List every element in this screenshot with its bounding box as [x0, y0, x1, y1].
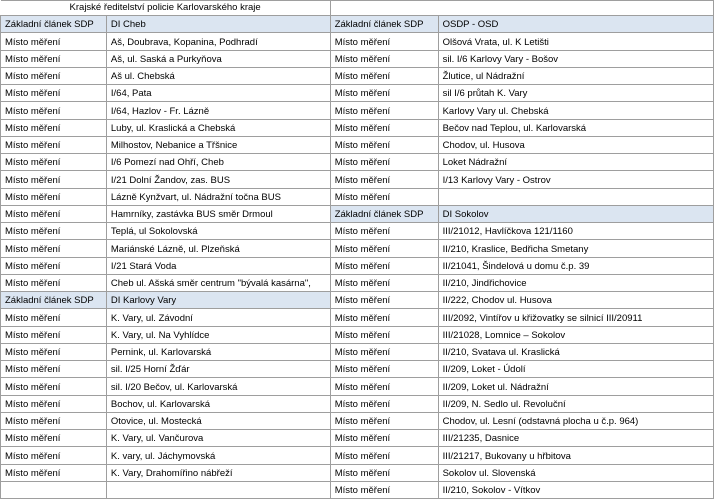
table-row — [1, 188, 714, 205]
location-cell: sil. I/20 Bečov, ul. Karlovarská — [106, 378, 330, 395]
location-cell: II/209, N. Sedlo ul. Revoluční — [438, 395, 713, 412]
location-cell: II/209, Loket - Údolí — [438, 361, 713, 378]
location-cell: I/21 Dolní Žandov, zas. BUS — [106, 171, 330, 188]
location-cell: sil. I/25 Horní Žďár — [106, 361, 330, 378]
table-row — [1, 481, 714, 498]
location-cell: Otovice, ul. Mostecká — [106, 412, 330, 429]
location-cell: Teplá, ul Sokolovská — [106, 223, 330, 240]
location-cell — [438, 188, 713, 205]
row-label-cell: Místo měření — [1, 257, 107, 274]
table-row — [1, 205, 714, 222]
location-cell: sil I/6 průtah K. Vary — [438, 85, 713, 102]
section-header-unit: OSDP - OSD — [438, 16, 713, 33]
location-cell: I/13 Karlovy Vary - Ostrov — [438, 171, 713, 188]
table-row — [1, 119, 714, 136]
section-header-label: Základní článek SDP — [330, 205, 438, 222]
location-cell: sil. I/6 Karlovy Vary - Bošov — [438, 50, 713, 67]
location-cell: Olšová Vrata, ul. K Letišti — [438, 33, 713, 50]
table-row — [1, 85, 714, 102]
row-label-cell: Místo měření — [330, 154, 438, 171]
location-cell: Bečov nad Teplou, ul. Karlovarská — [438, 119, 713, 136]
table-body — [1, 1, 714, 499]
location-cell: Aš, ul. Saská a Purkyňova — [106, 50, 330, 67]
location-cell: K. Vary, ul. Na Vyhlídce — [106, 326, 330, 343]
section-header-label: Základní článek SDP — [330, 16, 438, 33]
table-row — [1, 464, 714, 481]
row-label-cell: Místo měření — [1, 223, 107, 240]
row-label-cell: Místo měření — [330, 343, 438, 360]
table-row — [1, 361, 714, 378]
row-label-cell: Místo měření — [1, 205, 107, 222]
location-cell: Lázně Kynžvart, ul. Nádražní točna BUS — [106, 188, 330, 205]
location-cell: Cheb ul. Ašská směr centrum "bývalá kasárna", — [106, 274, 330, 291]
location-cell: K. vary, ul. Jáchymovská — [106, 447, 330, 464]
location-cell: II/222, Chodov ul. Husova — [438, 292, 713, 309]
location-cell: Chodov, ul. Husova — [438, 136, 713, 153]
row-label-cell: Místo měření — [1, 50, 107, 67]
table-row — [1, 447, 714, 464]
location-cell: II/209, Loket ul. Nádražní — [438, 378, 713, 395]
table-row — [1, 326, 714, 343]
row-label-cell: Místo měření — [330, 292, 438, 309]
row-label-cell: Místo měření — [1, 361, 107, 378]
row-label-cell: Místo měření — [330, 378, 438, 395]
location-cell: III/21012, Havlíčkova 121/1160 — [438, 223, 713, 240]
row-label-cell: Místo měření — [1, 188, 107, 205]
section-header-label: Základní článek SDP — [1, 16, 107, 33]
location-cell: III/21217, Bukovany u hřbitova — [438, 447, 713, 464]
row-label-cell: Místo měření — [1, 171, 107, 188]
location-cell: Bochov, ul. Karlovarská — [106, 395, 330, 412]
row-label-cell: Místo měření — [1, 412, 107, 429]
row-label-cell: Místo měření — [1, 430, 107, 447]
row-label-cell: Místo měření — [330, 240, 438, 257]
row-label-cell: Místo měření — [330, 481, 438, 498]
row-label-cell: Místo měření — [330, 136, 438, 153]
row-label-cell: Místo měření — [330, 395, 438, 412]
table-row — [1, 33, 714, 50]
row-label-cell: Místo měření — [1, 85, 107, 102]
location-cell: K. Vary, Drahomířino nábřeží — [106, 464, 330, 481]
row-label-cell: Místo měření — [1, 378, 107, 395]
table-row — [1, 102, 714, 119]
row-label-cell: Místo měření — [330, 85, 438, 102]
row-label-cell: Místo měření — [1, 67, 107, 84]
location-cell: I/6 Pomezí nad Ohří, Cheb — [106, 154, 330, 171]
location-cell: II/210, Kraslice, Bedřicha Smetany — [438, 240, 713, 257]
row-label-cell: Místo měření — [330, 464, 438, 481]
row-label-cell: Místo měření — [1, 395, 107, 412]
location-cell: Pernink, ul. Karlovarská — [106, 343, 330, 360]
location-cell: Žlutice, ul Nádražní — [438, 67, 713, 84]
table-row — [1, 412, 714, 429]
row-label-cell: Místo měření — [1, 274, 107, 291]
row-label-cell: Místo měření — [330, 50, 438, 67]
table-row — [1, 378, 714, 395]
section-header-label: Základní článek SDP — [1, 292, 107, 309]
empty-cell — [1, 481, 107, 498]
location-cell: I/21 Stará Voda — [106, 257, 330, 274]
location-cell: I/64, Hazlov - Fr. Lázně — [106, 102, 330, 119]
table-row — [1, 274, 714, 291]
section-header-unit: DI Sokolov — [438, 205, 713, 222]
table-row — [1, 395, 714, 412]
row-label-cell: Místo měření — [330, 412, 438, 429]
location-cell: Aš ul. Chebská — [106, 67, 330, 84]
row-label-cell: Místo měření — [330, 326, 438, 343]
section-header-unit: DI Cheb — [106, 16, 330, 33]
location-cell: K. Vary, ul. Závodní — [106, 309, 330, 326]
table-row — [1, 257, 714, 274]
row-label-cell: Místo měření — [330, 171, 438, 188]
location-cell: Milhostov, Nebanice a Třšnice — [106, 136, 330, 153]
location-cell: II/210, Sokolov - Vítkov — [438, 481, 713, 498]
row-label-cell: Místo měření — [1, 102, 107, 119]
row-label-cell: Místo měření — [330, 309, 438, 326]
location-cell: II/21041, Šindelová u domu č.p. 39 — [438, 257, 713, 274]
title-row — [1, 1, 714, 16]
location-cell: III/21028, Lomnice – Sokolov — [438, 326, 713, 343]
row-label-cell: Místo měření — [330, 361, 438, 378]
row-label-cell: Místo měření — [330, 257, 438, 274]
table-row — [1, 67, 714, 84]
row-label-cell: Místo měření — [1, 119, 107, 136]
table-row — [1, 154, 714, 171]
row-label-cell: Místo měření — [330, 119, 438, 136]
table-row — [1, 309, 714, 326]
row-label-cell: Místo měření — [1, 447, 107, 464]
table-row — [1, 240, 714, 257]
row-label-cell: Místo měření — [1, 343, 107, 360]
row-label-cell: Místo měření — [330, 430, 438, 447]
row-label-cell: Místo měření — [1, 33, 107, 50]
row-label-cell: Místo měření — [330, 33, 438, 50]
table-row — [1, 292, 714, 309]
row-label-cell: Místo měření — [330, 274, 438, 291]
row-label-cell: Místo měření — [1, 136, 107, 153]
location-cell: Mariánské Lázně, ul. Plzeňská — [106, 240, 330, 257]
location-cell: II/210, Jindřichovice — [438, 274, 713, 291]
location-cell: K. Vary, ul. Vančurova — [106, 430, 330, 447]
section-header-unit: DI Karlovy Vary — [106, 292, 330, 309]
table-row — [1, 50, 714, 67]
row-label-cell: Místo měření — [1, 154, 107, 171]
location-cell: I/64, Pata — [106, 85, 330, 102]
row-label-cell: Místo měření — [330, 447, 438, 464]
table-row — [1, 343, 714, 360]
row-label-cell: Místo měření — [330, 67, 438, 84]
location-cell: II/210, Svatava ul. Kraslická — [438, 343, 713, 360]
row-label-cell: Místo měření — [330, 223, 438, 240]
location-cell: Chodov, ul. Lesní (odstavná plocha u č.p. 964) — [438, 412, 713, 429]
location-cell: Aš, Doubrava, Kopanina, Podhradí — [106, 33, 330, 50]
table-row — [1, 223, 714, 240]
location-cell: Sokolov ul. Slovenská — [438, 464, 713, 481]
table-row — [1, 136, 714, 153]
row-label-cell: Místo měření — [1, 464, 107, 481]
table-row — [1, 430, 714, 447]
row-label-cell: Místo měření — [330, 188, 438, 205]
location-cell: Loket Nádražní — [438, 154, 713, 171]
table-row — [1, 16, 714, 33]
location-cell: Karlovy Vary ul. Chebská — [438, 102, 713, 119]
row-label-cell: Místo měření — [1, 240, 107, 257]
row-label-cell: Místo měření — [1, 326, 107, 343]
title-blank-cell — [330, 1, 713, 16]
sheet-title: Krajské ředitelství policie Karlovarského kraje — [1, 1, 331, 16]
table-row — [1, 171, 714, 188]
location-cell: III/21235, Dasnice — [438, 430, 713, 447]
location-cell: Luby, ul. Kraslická a Chebská — [106, 119, 330, 136]
empty-cell — [106, 481, 330, 498]
row-label-cell: Místo měření — [1, 309, 107, 326]
row-label-cell: Místo měření — [330, 102, 438, 119]
location-cell: III/2092, Vintířov u křižovatky se silnicí III/20911 — [438, 309, 713, 326]
location-cell: Hamrníky, zastávka BUS směr Drmoul — [106, 205, 330, 222]
